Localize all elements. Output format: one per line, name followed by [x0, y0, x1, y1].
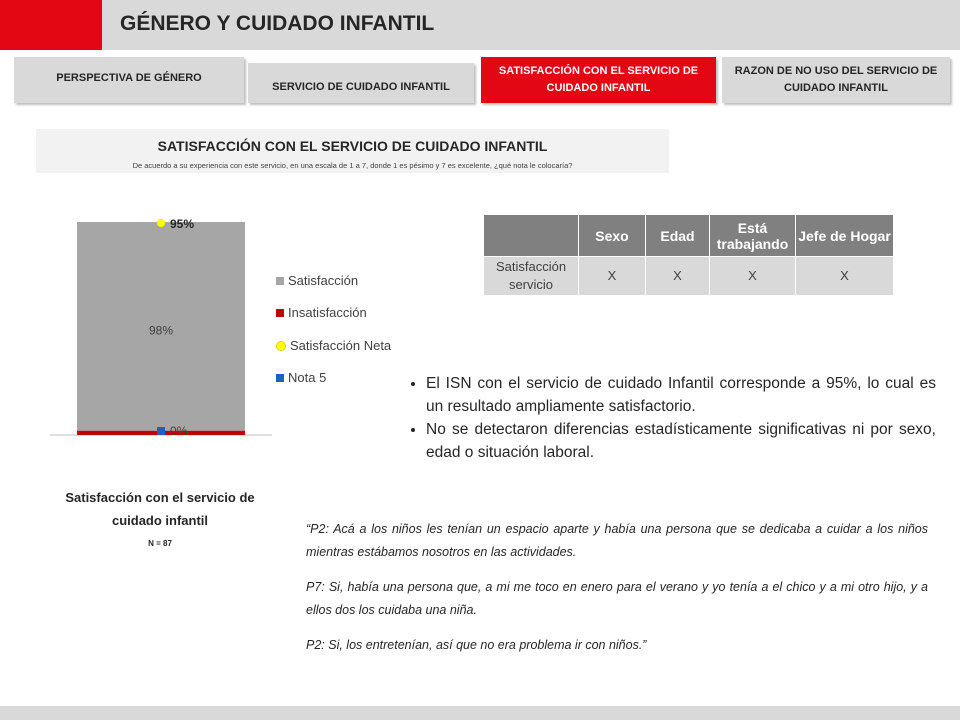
- table-header-cell: Está trabajando: [710, 215, 796, 257]
- label-nota-5: 0%: [170, 424, 188, 438]
- page-title: GÉNERO Y CUIDADO INFANTIL: [120, 12, 435, 35]
- table-cell: X: [710, 257, 796, 296]
- legend-label: Satisfacción Neta: [290, 338, 392, 353]
- quote-item: P2: Si, los entretenían, así que no era problema ir con niños.”: [306, 638, 647, 652]
- table-cell: X: [796, 257, 894, 296]
- label-satisfaccion-neta: 95%: [170, 217, 195, 232]
- legend-label: Insatisfacción: [288, 305, 367, 320]
- legend-satisfaccion-neta: [276, 338, 391, 353]
- point-satisfaccion-neta: [157, 219, 165, 227]
- table-header-cell: Edad: [646, 215, 710, 257]
- bottom-bar: [0, 706, 960, 720]
- chart-caption: Satisfacción con el servicio de cuidado infantil: [65, 490, 255, 528]
- section-question: De acuerdo a su experiencia con este servicio, en una escala de 1 a 7, donde 1 es pésimo y 7 es excelente, ¿qué nota le colocaría?: [132, 161, 573, 170]
- variables-table: [483, 214, 894, 296]
- legend-insatisfaccion: [276, 305, 367, 320]
- satisfaction-chart: [0, 210, 400, 450]
- table-cell: X: [579, 257, 646, 296]
- list-item: • No se detectaron diferencias estadísticamente significativas ni por sexo, edad o situación laboral.: [426, 418, 936, 464]
- legend-swatch: [276, 277, 284, 285]
- legend-satisfaccion: [276, 273, 358, 288]
- table-row: [484, 257, 894, 296]
- legend-swatch: [276, 341, 286, 351]
- legend-swatch: [276, 309, 284, 317]
- table-header-row: [484, 215, 894, 257]
- tab-perspectiva-genero[interactable]: PERSPECTIVA DE GÉNERO: [14, 57, 244, 103]
- point-nota-5: [157, 427, 165, 435]
- legend-nota-5: [276, 370, 326, 385]
- section-title: SATISFACCIÓN CON EL SERVICIO DE CUIDADO INFANTIL: [157, 138, 548, 154]
- chart-sample-size: N = 87: [148, 539, 172, 548]
- findings-bullets: [398, 372, 936, 464]
- tab-servicio-cuidado[interactable]: SERVICIO DE CUIDADO INFANTIL: [248, 63, 474, 103]
- tab-satisfaccion-servicio[interactable]: SATISFACCIÓN CON EL SERVICIO DE CUIDADO INFANTIL: [481, 57, 716, 103]
- label-satisfaccion: 98%: [148, 323, 174, 338]
- quote-item: “P2: Acá a los niños les tenían un espacio aparte y había una persona que se dedicaba a cuidar a los niños mientras estábamos nosotros en las actividades.: [306, 522, 928, 559]
- table-row-label: Satisfacción servicio: [484, 257, 579, 296]
- legend-swatch: [276, 374, 284, 382]
- tab-razon-no-uso[interactable]: RAZON DE NO USO DEL SERVICIO DE CUIDADO INFANTIL: [722, 57, 950, 103]
- table-header-cell: Jefe de Hogar: [796, 215, 894, 257]
- legend-label: Nota 5: [288, 370, 327, 385]
- list-item: • El ISN con el servicio de cuidado Infantil corresponde a 95%, lo cual es un resultado ampliamente satisfactorio.: [426, 372, 936, 418]
- table-cell: X: [646, 257, 710, 296]
- table-header-cell: [484, 215, 579, 257]
- participant-quotes: [306, 518, 928, 669]
- quote-item: P7: Si, había una persona que, a mi me toco en enero para el verano y yo tenía a el chico y a mi otro hijo, y a ellos dos los cuidaba una niña.: [306, 580, 928, 617]
- section-header: [36, 129, 669, 173]
- brand-red-block: [0, 0, 102, 50]
- legend-label: Satisfacción: [288, 273, 359, 288]
- table-header-cell: Sexo: [579, 215, 646, 257]
